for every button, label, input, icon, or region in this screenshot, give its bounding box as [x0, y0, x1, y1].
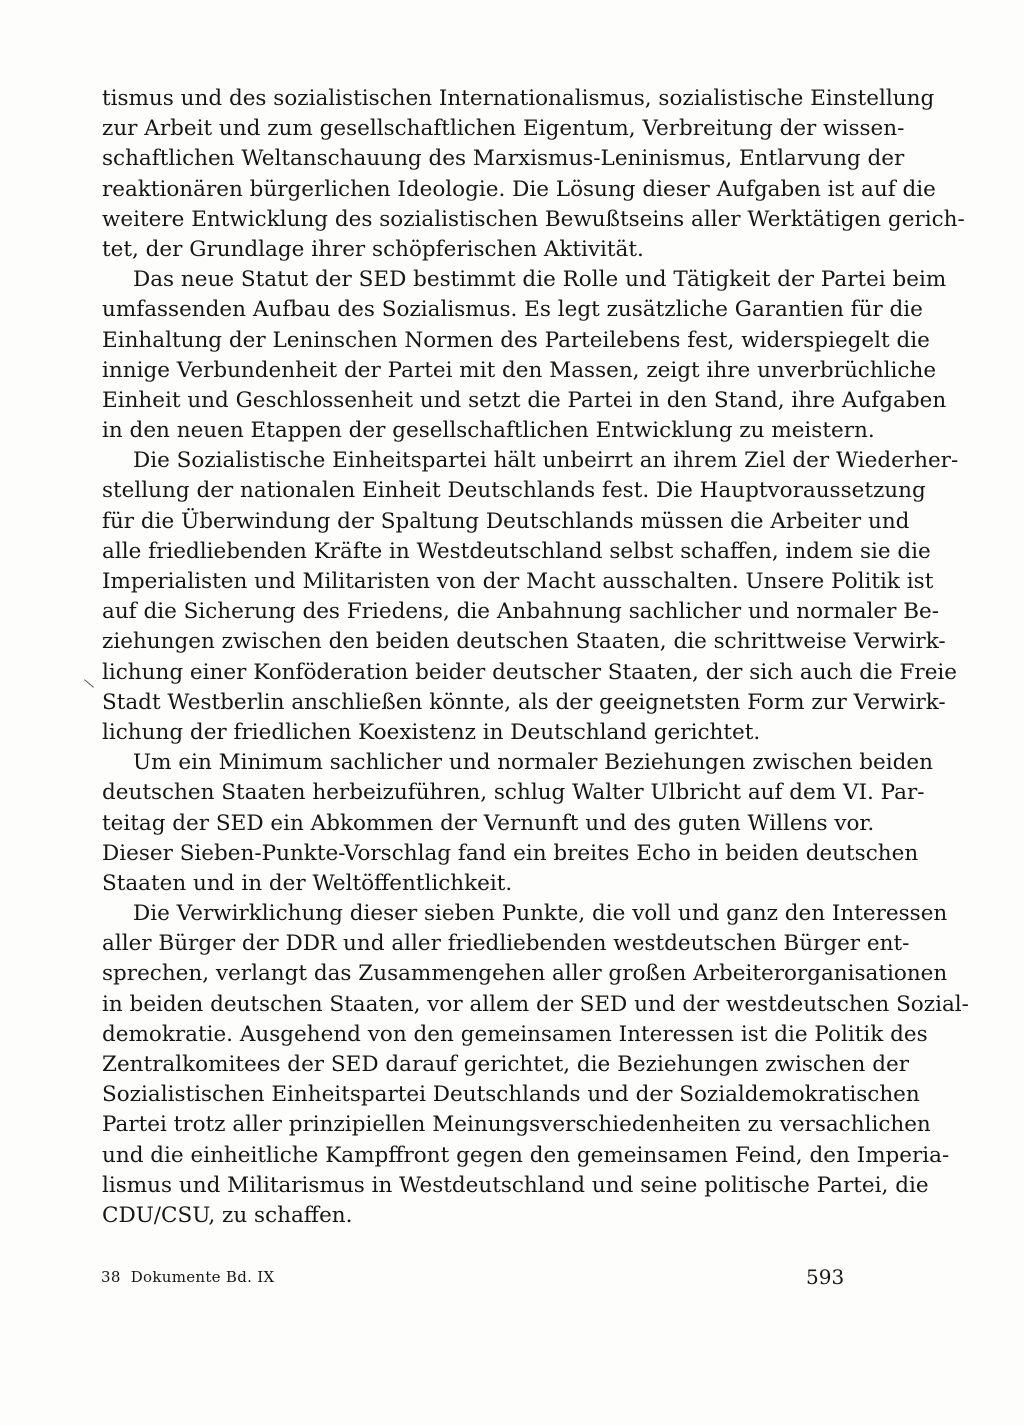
text-line: Imperialisten und Militaristen von der Macht ausschalten. Unsere Politik ist [102, 569, 934, 594]
page-number: 593 [806, 1265, 845, 1289]
text-line: in beiden deutschen Staaten, vor allem der SED und der westdeutschen Sozial- [102, 991, 969, 1017]
paragraph [102, 84, 965, 265]
text-line: reaktionären bürgerlichen Ideologie. Die Lösung dieser Aufgaben ist auf die [102, 176, 936, 202]
body-text [102, 84, 969, 1231]
text-line: tet, der Grundlage ihrer schöpferischen Aktivität. [102, 236, 644, 262]
text-line: in den neuen Etappen der gesellschaftlichen Entwicklung zu meistern. [102, 418, 875, 444]
text-line: Staaten und in der Weltöffentlichkeit. [102, 870, 513, 896]
text-line: lismus und Militarismus in Westdeutschland und seine politische Partei, die [102, 1172, 929, 1198]
text-line: für die Überwindung der Spaltung Deutschlands müssen die Arbeiter und [102, 508, 910, 534]
text-line: ziehungen zwischen den beiden deutschen Staaten, die schrittweise Verwirk- [102, 629, 946, 655]
text-line: Die Verwirklichung dieser sieben Punkte, die voll und ganz den Interessen [133, 901, 948, 927]
text-line: und die einheitliche Kampffront gegen den gemeinsamen Feind, den Imperia- [102, 1142, 950, 1168]
text-line: Stadt Westberlin anschließen könnte, als der geeignetsten Form zur Verwirk- [102, 689, 946, 715]
text-line: aller Bürger der DDR und aller friedliebenden westdeutschen Bürger ent- [102, 931, 910, 957]
text-line: innige Verbundenheit der Partei mit den Massen, zeigt ihre unverbrüchliche [102, 357, 937, 383]
text-line: lichung der friedlichen Koexistenz in Deutschland gerichtet. [102, 719, 761, 745]
text-line: Das neue Statut der SED bestimmt die Rolle und Tätigkeit der Partei beim [133, 267, 947, 293]
text-line: demokratie. Ausgehend von den gemeinsamen Interessen ist die Politik des [102, 1021, 928, 1047]
text-line: zur Arbeit und zum gesellschaftlichen Eigentum, Verbreitung der wissen- [102, 116, 905, 142]
text-line: deutschen Staaten herbeizuführen, schlug Walter Ulbricht auf dem VI. Par- [102, 780, 925, 806]
page-footer-signature [101, 1268, 285, 1286]
text-line: sprechen, verlangt das Zusammengehen aller großen Arbeiterorganisationen [102, 961, 948, 987]
signature-number: 38 [101, 1268, 121, 1286]
text-line: tismus und des sozialistischen Internationalismus, sozialistische Einstellung [102, 86, 935, 111]
text-line: Sozialistischen Einheitspartei Deutschlands und der Sozialdemokratischen [102, 1082, 920, 1108]
text-line: CDU/CSU, zu schaffen. [102, 1202, 353, 1228]
text-line: Zentralkomitees der SED darauf gerichtet, die Beziehungen zwischen der [102, 1052, 909, 1077]
text-line: Einhaltung der Leninschen Normen des Parteilebens fest, widerspiegelt die [102, 327, 930, 353]
paragraph [102, 899, 969, 1231]
text-line: Partei trotz aller prinzipiellen Meinungsverschiedenheiten zu versachlichen [102, 1112, 931, 1138]
text-line: Die Sozialistische Einheitspartei hält unbeirrt an ihrem Ziel der Wiederher- [133, 448, 959, 474]
text-line: alle friedliebenden Kräfte in Westdeutschland selbst schaffen, indem sie die [102, 538, 931, 564]
source-title: Dokumente Bd. IX [130, 1268, 275, 1286]
paragraph [102, 265, 947, 446]
text-line: umfassenden Aufbau des Sozialismus. Es legt zusätzliche Garantien für die [102, 297, 923, 323]
paragraph [102, 748, 933, 899]
text-line: auf die Sicherung des Friedens, die Anbahnung sachlicher und normaler Be- [102, 599, 940, 625]
text-line: teitag der SED ein Abkommen der Vernunft und des guten Willens vor. [102, 810, 875, 836]
text-line: Einheit und Geschlossenheit und setzt die Partei in den Stand, ihre Aufgaben [102, 387, 947, 413]
text-line: stellung der nationalen Einheit Deutschlands fest. Die Hauptvoraussetzung [102, 478, 926, 504]
text-line: schaftlichen Weltanschauung des Marxismus-Leninismus, Entlarvung der [102, 146, 905, 172]
text-line: Dieser Sieben-Punkte-Vorschlag fand ein breites Echo in beiden deutschen [102, 840, 919, 866]
scan-mark [84, 679, 94, 687]
text-line: weitere Entwicklung des sozialistischen Bewußtseins aller Werktätigen gerich- [102, 206, 965, 232]
text-line: Um ein Minimum sachlicher und normaler Beziehungen zwischen beiden [133, 750, 933, 776]
paragraph [102, 446, 959, 748]
text-line: lichung einer Konföderation beider deutscher Staaten, der sich auch die Freie [102, 659, 958, 685]
